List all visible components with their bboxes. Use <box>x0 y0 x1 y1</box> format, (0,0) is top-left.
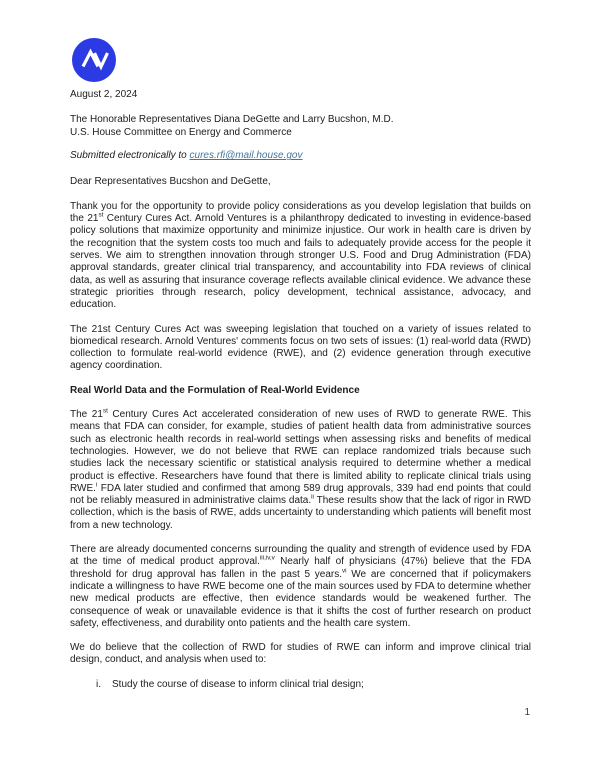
arnold-ventures-logo <box>72 38 116 82</box>
roman-numeral-list <box>96 679 531 691</box>
text-run: There are already documented concerns surrounding the quality and strength of evidence used by FDA at the time of medical product approval. <box>70 544 531 568</box>
superscript-st: st <box>98 211 104 219</box>
footnote-ref-iii-iv-v: iii,iv,v <box>259 554 275 562</box>
text-run: The 21 <box>70 409 103 421</box>
text-run: Nearly half of physicians (47%) believe that the FDA threshold for drug approval has fallen in the past 5 years. <box>70 556 532 580</box>
list-item <box>96 679 531 691</box>
letter-content <box>70 38 531 694</box>
salutation: Dear Representatives Bucshon and DeGette, <box>70 175 271 187</box>
section-heading-rwd: Real World Data and the Formulation of Real-World Evidence <box>70 384 360 396</box>
av-monogram-icon <box>72 38 116 82</box>
superscript-st: st <box>102 407 108 415</box>
submission-email-link[interactable]: cures.rfi@mail.house.gov <box>189 150 303 162</box>
submission-line <box>70 150 531 162</box>
list-item-text: Study the course of disease to inform clinical trial design; <box>112 678 364 690</box>
recipient-line-1: The Honorable Representatives Diana DeGette and Larry Bucshon, M.D. <box>70 114 394 126</box>
paragraph-evidence-concerns <box>70 544 531 630</box>
letter-date: August 2, 2024 <box>70 89 138 100</box>
text-run: Century Cures Act accelerated consideration of new uses of RWD to generate RWE. This means that FDA can consider, for example, studies of patient health data from administrative sources such as electronic health records in real-world settings when assessing risks and benefits of medical technologies. However, we do not believe that RWE can replace randomized trials because such studies lack the necessary scientific or statistical analysis required to determine whether a medical product is effective. Researchers have found that there is limited ability to replicate clinical trials using RWE. <box>70 409 531 494</box>
page-number: 1 <box>524 707 530 718</box>
recipient-block <box>70 114 531 139</box>
paragraph-cures-overview: The 21st Century Cures Act was sweeping legislation that touched on a variety of issues related to biomedical research. Arnold Ventures' comments focus on two sets of issues: (1) real-world data (RWD) collection to formulate real-world evidence (RWE), and (2) evidence generation through executive agency coordination. <box>70 323 531 372</box>
list-item-marker: i. <box>96 678 101 690</box>
text-run: FDA later studied and confirmed that among 589 drug approvals, 339 had end points that could not be reliably measured in administrative claims data. <box>70 482 531 507</box>
text-run: These results show that the lack of rigor in RWD collection, which is the basis of RWE, adds uncertainty to understanding which patients will benefit most from a new technology. <box>70 495 532 531</box>
text-run: We are concerned that if policymakers indicate a willingness to have RWE become one of the main sources used by FDA to determine whether new medical products are effective, then evidence standards would be weakened further. The consequence of weak or unavailable evidence is that it shifts the cost of further research on product safety, effectiveness, and durability onto patients and the health care system. <box>70 568 532 629</box>
text-run: Century Cures Act. Arnold Ventures is a philanthropy dedicated to investing in evidence-based policy solutions that maximize opportunity and minimize injustice. Our work in health care is driven by the recognition that the system costs too much and fails to adequately provide access for the people it serves. We aim to strengthen innovation through stronger U.S. Food and Drug Administration (FDA) approval standards, greater clinical trial transparency, and accountability into FDA reviews of clinical data, as well as assuring that insurance coverage reflects available clinical evidence. We advance these strategic priorities through research, policy development, technical assistance, advocacy, and education. <box>70 213 532 311</box>
footnote-ref-ii: ii <box>311 493 314 501</box>
recipient-line-2: U.S. House Committee on Energy and Commerce <box>70 126 292 138</box>
paragraph-rwd-rwe <box>70 409 531 532</box>
paragraph-intro <box>70 201 531 312</box>
text-run: Thank you for the opportunity to provide policy considerations as you develop legislation that builds on the 21 <box>70 200 531 225</box>
footnote-ref-i: i <box>95 481 98 489</box>
paragraph-rwd-uses-intro: We do believe that the collection of RWD for studies of RWE can inform and improve clinical trial design, conduct, and analysis when used to: <box>70 642 531 666</box>
footnote-ref-vi: vi <box>342 567 347 575</box>
submission-prefix: Submitted electronically to <box>70 150 190 162</box>
